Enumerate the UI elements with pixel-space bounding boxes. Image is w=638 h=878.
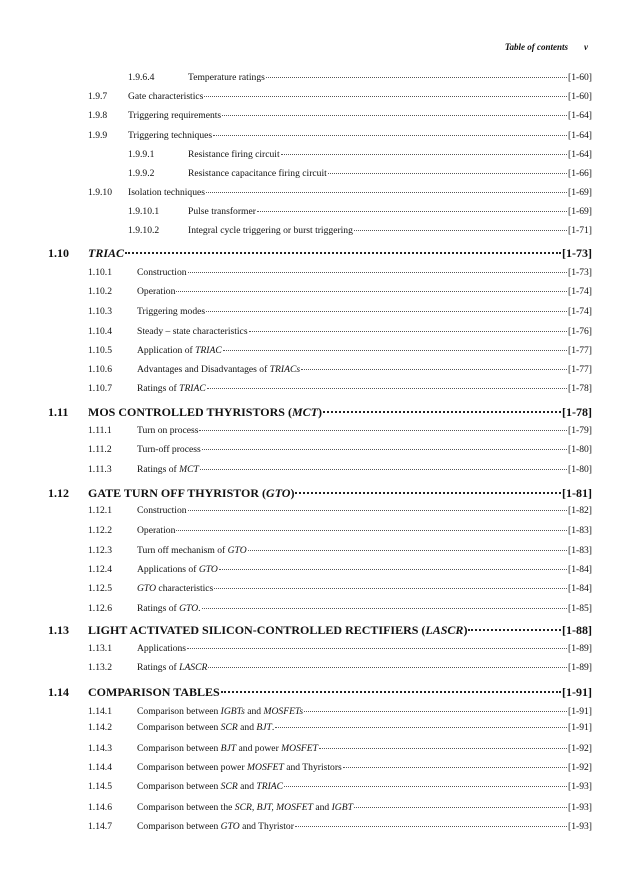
toc-entry-number: 1.12.1 (88, 505, 112, 516)
dot-leader (319, 748, 567, 749)
toc-entry-page: [1-71] (568, 225, 592, 236)
dot-leader (223, 350, 567, 351)
dot-leader (187, 648, 567, 649)
toc-entry-title: GATE TURN OFF THYRISTOR (GTO) (88, 486, 295, 500)
toc-entry[interactable] (88, 345, 592, 356)
toc-entry-page: [1-92] (568, 743, 592, 754)
toc-entry-number: 1.14.3 (88, 743, 112, 754)
toc-entry-title: Comparison between IGBTs and MOSFETs (137, 706, 304, 717)
toc-entry-number: 1.9.10.2 (128, 225, 160, 236)
dot-leader (188, 272, 567, 273)
toc-entry-number: 1.14.5 (88, 781, 112, 792)
dot-leader (248, 550, 567, 551)
dot-leader (176, 530, 567, 531)
toc-entry-page: [1-78] (568, 383, 592, 394)
toc-entry-title: Ratings of LASCR (137, 662, 208, 673)
dot-leader (295, 826, 567, 827)
dot-leader (468, 629, 561, 631)
toc-entry-title: Temperature ratings (188, 72, 265, 83)
toc-entry-page: [1-74] (568, 306, 592, 317)
toc-entry-page: [1-80] (568, 444, 592, 455)
toc-entry[interactable] (48, 486, 592, 501)
toc-entry[interactable] (88, 643, 592, 654)
toc-entry-page: [1-84] (568, 564, 592, 575)
toc-entry-number: 1.14.2 (88, 722, 112, 733)
toc-entry[interactable] (88, 781, 592, 792)
dot-leader (206, 192, 567, 193)
toc-entry-title: Operation (137, 525, 176, 536)
toc-entry-title: MOS CONTROLLED THYRISTORS (MCT) (88, 405, 322, 419)
dot-leader (188, 510, 567, 511)
running-header (505, 42, 588, 52)
toc-entry[interactable] (88, 383, 592, 394)
toc-entry-title: Resistance firing circuit (188, 149, 280, 160)
toc-entry-number: 1.10.1 (88, 267, 112, 278)
toc-entry-page: [1-76] (568, 326, 592, 337)
toc-entry[interactable] (88, 267, 592, 278)
toc-entry-page: [1-64] (568, 149, 592, 160)
toc-entry-page: [1-73] (568, 267, 592, 278)
dot-leader (219, 569, 567, 570)
toc-entry-title: Comparison between power MOSFET and Thyristors (137, 762, 342, 773)
toc-entry-number: 1.12.2 (88, 525, 112, 536)
dot-leader (204, 96, 567, 97)
toc-entry-number: 1.13 (48, 623, 69, 637)
toc-entry-title: Triggering modes (137, 306, 206, 317)
toc-entry-number: 1.12.4 (88, 564, 112, 575)
dot-leader (221, 691, 561, 693)
toc-entry-number: 1.14.7 (88, 821, 112, 832)
toc-entry[interactable] (88, 110, 592, 121)
dot-leader (208, 667, 567, 668)
toc-entry-title: Turn on process (137, 425, 199, 436)
toc-entry[interactable] (48, 623, 592, 638)
toc-entry[interactable] (88, 464, 592, 475)
toc-entry-page: [1-91] (562, 685, 592, 699)
dot-leader (199, 430, 567, 431)
dot-leader (304, 711, 567, 712)
dot-leader (354, 807, 567, 808)
toc-entry-title: TRIAC (88, 246, 125, 260)
toc-entry[interactable] (88, 444, 592, 455)
toc-entry[interactable] (88, 187, 592, 198)
toc-entry-number: 1.11.2 (88, 444, 112, 455)
toc-entry-title: Triggering requirements (128, 110, 222, 121)
toc-entry-page: [1-60] (568, 91, 592, 102)
dot-leader (257, 211, 567, 212)
toc-entry-page: [1-93] (568, 821, 592, 832)
toc-entry[interactable] (88, 286, 592, 297)
toc-entry-number: 1.9.8 (88, 110, 108, 121)
toc-entry[interactable] (88, 505, 592, 516)
toc-entry-title: Isolation techniques (128, 187, 205, 198)
toc-entry-title: Turn off mechanism of GTO (137, 545, 247, 556)
toc-entry-title: Comparison between SCR and BJT. (137, 722, 275, 733)
toc-entry-number: 1.10.2 (88, 286, 112, 297)
toc-entry-number: 1.11.3 (88, 464, 112, 475)
dot-leader (301, 369, 567, 370)
toc-entry-page: [1-89] (568, 643, 592, 654)
toc-entry-number: 1.10.3 (88, 306, 112, 317)
toc-entry-number: 1.9.10.1 (128, 206, 160, 217)
dot-leader (249, 331, 567, 332)
toc-entry-page: [1-93] (568, 781, 592, 792)
toc-entry-number: 1.12.6 (88, 603, 112, 614)
toc-entry-page: [1-93] (568, 802, 592, 813)
toc-entry[interactable] (88, 91, 592, 102)
toc-entry-page: [1-77] (568, 364, 592, 375)
toc-entry[interactable] (88, 564, 592, 575)
dot-leader (202, 608, 567, 609)
toc-entry-number: 1.14 (48, 685, 69, 699)
toc-entry-number: 1.14.4 (88, 762, 112, 773)
toc-entry-page: [1-83] (568, 545, 592, 556)
toc-entry-page: [1-66] (568, 168, 592, 179)
toc-entry[interactable] (48, 405, 592, 420)
toc-entry[interactable] (88, 662, 592, 673)
header-page-number: v (584, 42, 588, 52)
toc-entry-number: 1.10.4 (88, 326, 112, 337)
toc-entry[interactable] (88, 583, 592, 594)
toc-entry-title: LIGHT ACTIVATED SILICON-CONTROLLED RECTIFIERS (LASCR) (88, 623, 468, 637)
toc-entry-title: Applications of GTO (137, 564, 218, 575)
dot-leader (213, 135, 567, 136)
toc-entry-page: [1-84] (568, 583, 592, 594)
toc-entry-title: Construction (137, 505, 187, 516)
toc-entry-page: [1-89] (568, 662, 592, 673)
toc-entry-page: [1-69] (568, 187, 592, 198)
toc-entry-page: [1-78] (562, 405, 592, 419)
dot-leader (354, 230, 567, 231)
toc-entry-number: 1.9.6.4 (128, 72, 155, 83)
toc-entry-title: Comparison between SCR and TRIAC (137, 781, 284, 792)
toc-entry-number: 1.9.10 (88, 187, 112, 198)
dot-leader (200, 469, 567, 470)
dot-leader (176, 291, 567, 292)
toc-entry-page: [1-91] (568, 706, 592, 717)
dot-leader (295, 492, 561, 494)
dot-leader (206, 311, 567, 312)
toc-entry-page: [1-80] (568, 464, 592, 475)
toc-entry-title: Operation (137, 286, 176, 297)
toc-entry-number: 1.12.3 (88, 545, 112, 556)
dot-leader (281, 154, 567, 155)
toc-entry[interactable] (88, 762, 592, 773)
toc-entry-page: [1-92] (568, 762, 592, 773)
toc-entry-number: 1.14.1 (88, 706, 112, 717)
toc-entry-title: Ratings of GTO. (137, 603, 201, 614)
toc-entry[interactable] (48, 246, 592, 261)
toc-entry-page: [1-77] (568, 345, 592, 356)
toc-entry[interactable] (88, 326, 592, 337)
toc-entry-page: [1-69] (568, 206, 592, 217)
toc-entry[interactable] (128, 206, 592, 217)
dot-leader (323, 411, 561, 413)
toc-entry-number: 1.11 (48, 405, 69, 419)
toc-entry[interactable] (88, 425, 592, 436)
toc-entry[interactable] (128, 72, 592, 83)
toc-entry-title: Comparison between BJT and power MOSFET (137, 743, 318, 754)
toc-entry-number: 1.14.6 (88, 802, 112, 813)
toc-entry-title: Application of TRIAC (137, 345, 222, 356)
toc-entry[interactable] (48, 685, 592, 700)
toc-entry-title: Applications (137, 643, 187, 654)
dot-leader (214, 588, 567, 589)
toc-entry[interactable] (88, 603, 592, 614)
toc-entry-title: Pulse transformer (188, 206, 256, 217)
toc-entry-number: 1.12 (48, 486, 69, 500)
dot-leader (343, 767, 567, 768)
toc-entry-title: Ratings of MCT (137, 464, 199, 475)
toc-entry-page: [1-60] (568, 72, 592, 83)
toc-entry[interactable] (88, 722, 592, 733)
toc-entry-number: 1.10.6 (88, 364, 112, 375)
toc-entry-title: Advantages and Disadvantages of TRIACs (137, 364, 301, 375)
toc-entry-page: [1-79] (568, 425, 592, 436)
toc-entry-page: [1-64] (568, 110, 592, 121)
toc-entry-title: Ratings of TRIAC (137, 383, 206, 394)
dot-leader (222, 115, 567, 116)
toc-entry-title: GTO characteristics (137, 583, 214, 594)
toc-entry-number: 1.13.1 (88, 643, 112, 654)
dot-leader (275, 727, 567, 728)
toc-entry-number: 1.10.7 (88, 383, 112, 394)
toc-entry[interactable] (88, 706, 592, 717)
toc-entry-number: 1.9.7 (88, 91, 108, 102)
dot-leader (207, 388, 567, 389)
toc-entry-title: Comparison between GTO and Thyristor (137, 821, 294, 832)
toc-entry[interactable] (88, 364, 592, 375)
toc-entry-title: Comparison between the SCR, BJT, MOSFET and IGBT (137, 802, 353, 813)
toc-entry-page: [1-81] (562, 486, 592, 500)
toc-entry-title: COMPARISON TABLES (88, 685, 220, 699)
toc-entry-page: [1-82] (568, 505, 592, 516)
toc-entry-page: [1-88] (562, 623, 592, 637)
toc-entry[interactable] (88, 306, 592, 317)
toc-entry-number: 1.12.5 (88, 583, 112, 594)
dot-leader (284, 786, 567, 787)
toc-entry[interactable] (88, 802, 592, 813)
toc-entry[interactable] (88, 525, 592, 536)
toc-entry[interactable] (88, 743, 592, 754)
toc-entry-number: 1.11.1 (88, 425, 112, 436)
toc-entry-number: 1.10 (48, 246, 69, 260)
toc-entry-page: [1-85] (568, 603, 592, 614)
dot-leader (328, 173, 567, 174)
toc-entry-title: Gate characteristics (128, 91, 204, 102)
toc-entry-number: 1.9.9 (88, 130, 108, 141)
dot-leader (266, 77, 567, 78)
toc-entry-number: 1.9.9.2 (128, 168, 155, 179)
dot-leader (125, 252, 561, 254)
toc-entry-number: 1.9.9.1 (128, 149, 155, 160)
header-title: Table of contents (504, 42, 568, 52)
toc-entry-page: [1-64] (568, 130, 592, 141)
toc-entry[interactable] (128, 149, 592, 160)
toc-entry[interactable] (128, 168, 592, 179)
toc-entry-page: [1-83] (568, 525, 592, 536)
toc-entry-title: Triggering techniques (128, 130, 213, 141)
toc-entry-number: 1.10.5 (88, 345, 112, 356)
dot-leader (202, 449, 567, 450)
toc-entry[interactable] (128, 225, 592, 236)
toc-entry-title: Steady – state characteristics (137, 326, 248, 337)
toc-entry[interactable] (88, 821, 592, 832)
toc-entry-title: Turn-off process (137, 444, 201, 455)
toc-entry-page: [1-91] (568, 722, 592, 733)
toc-entry-title: Integral cycle triggering or burst triggering (188, 225, 353, 236)
toc-entry[interactable] (88, 545, 592, 556)
toc-entry-title: Resistance capacitance firing circuit (188, 168, 327, 179)
toc-entry-page: [1-73] (562, 246, 592, 260)
toc-entry-page: [1-74] (568, 286, 592, 297)
toc-entry[interactable] (88, 130, 592, 141)
toc-entry-title: Construction (137, 267, 187, 278)
toc-entry-number: 1.13.2 (88, 662, 112, 673)
